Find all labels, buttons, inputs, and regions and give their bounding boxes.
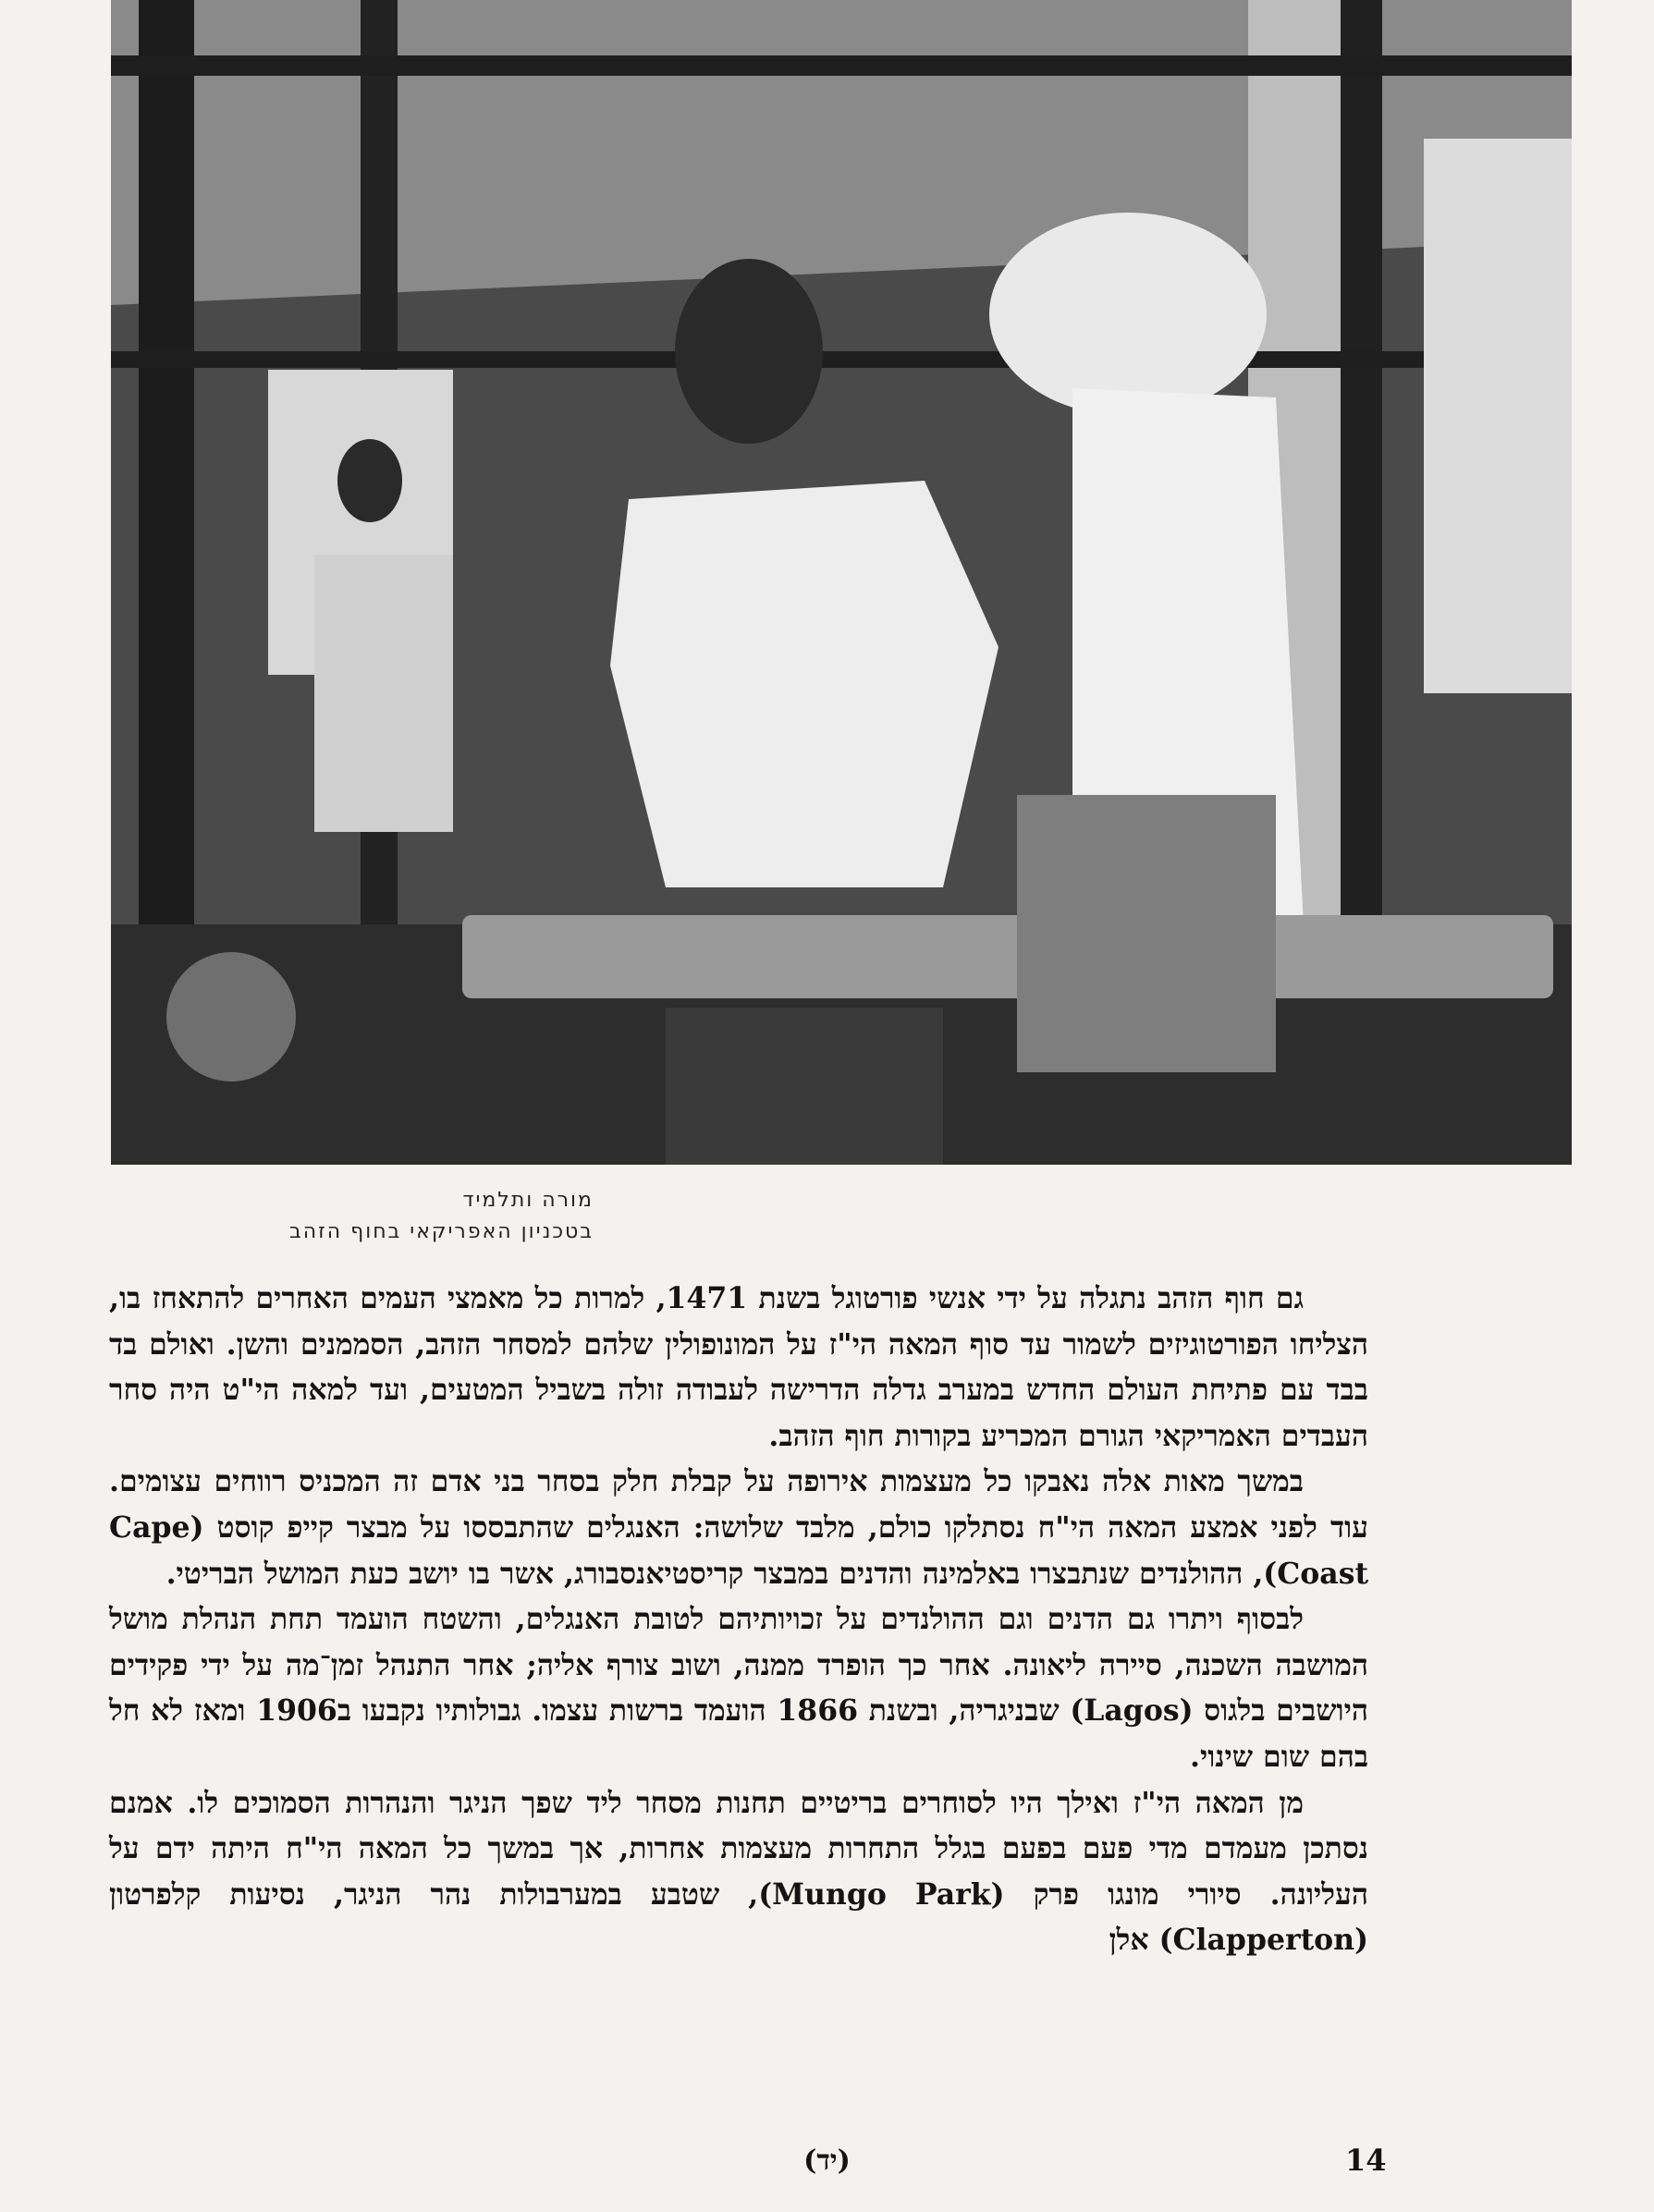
hebrew-page-number: (יד) — [803, 2145, 851, 2177]
page-number: 14 — [1345, 2143, 1387, 2178]
paragraph-3: לבסוף ויתרו גם הדנים וגם ההולנדים על זכויותיהם לטובת האנגלים, והשטח הועמד תחת הנהלת מושל המושבה השכנה, סיירה ליאונה. אחר כך הופרד ממנה, ושוב צורף אליה; אחר התנהל זמן־מה על ידי פקידים היושבים בלגוס (Lagos) שבניגריה, ובשנת 1866 הועמד ברשות עצמו. גבולותיו נקבעו ב1906 ומאז לא חל בהם שום שינוי. — [109, 1602, 1368, 1774]
paragraph-1: גם חוף הזהב נתגלה על ידי אנשי פורטוגל בשנת 1471, למרות כל מאמצי העמים האחרים להתאחז בו, הצליחו הפורטוגיזים לשמור עד סוף המאה הי"ז על המונופולין שלהם למסחר הזהב, הסממנים והשן. ואולם בד בבד עם פתיחת העולם החדש במערב גדלה הדרישה לעבודה זולה בשביל המטעים, ועד למאה הי"ט היה סחר העבדים האמריקאי הגורם המכריע בקורות חוף הזהב. — [109, 1281, 1368, 1453]
paragraph-2: במשך מאות אלה נאבקו כל מעצמות אירופה על קבלת חלק בסחר בני אדם זה המכניס רווחים עצומים. עוד לפני אמצע המאה הי"ח נסתלקו כולם, מלבד שלושה: האנגלים שהתבססו על מבצר קייפ קוסט (Cape Coast), ההולנדים שנתבצרו באלמינה והדנים במבצר קריסטיאנסבורג, אשר בו יושב כעת המושל הבריטי. — [109, 1464, 1368, 1591]
workshop-photo — [111, 0, 1572, 1165]
caption-line-2: בטכניון האפריקאי בחוף הזהב — [289, 1220, 594, 1243]
paragraph-4: מן המאה הי"ז ואילך היו לסוחרים בריטיים תחנות מסחר ליד שפך הניגר והנהרות הסמוכים לו. אמנם נסתכן מעמדם מדי פעם בפעם בגלל התחרות מעצמות אחרות, אך במשך כל המאה הי"ח היתה ידם על העליונה. סיורי מונגו פרק (Mungo Park), שטבע במערבולות נהר הניגר, נסיעות קלפרטון (Clapperton) אלן — [109, 1785, 1368, 1958]
article-body — [109, 1276, 1368, 1963]
photo-caption — [113, 1185, 594, 1248]
caption-line-1: מורה ותלמיד — [462, 1189, 594, 1212]
workshop-photo-illustration — [111, 0, 1572, 1165]
